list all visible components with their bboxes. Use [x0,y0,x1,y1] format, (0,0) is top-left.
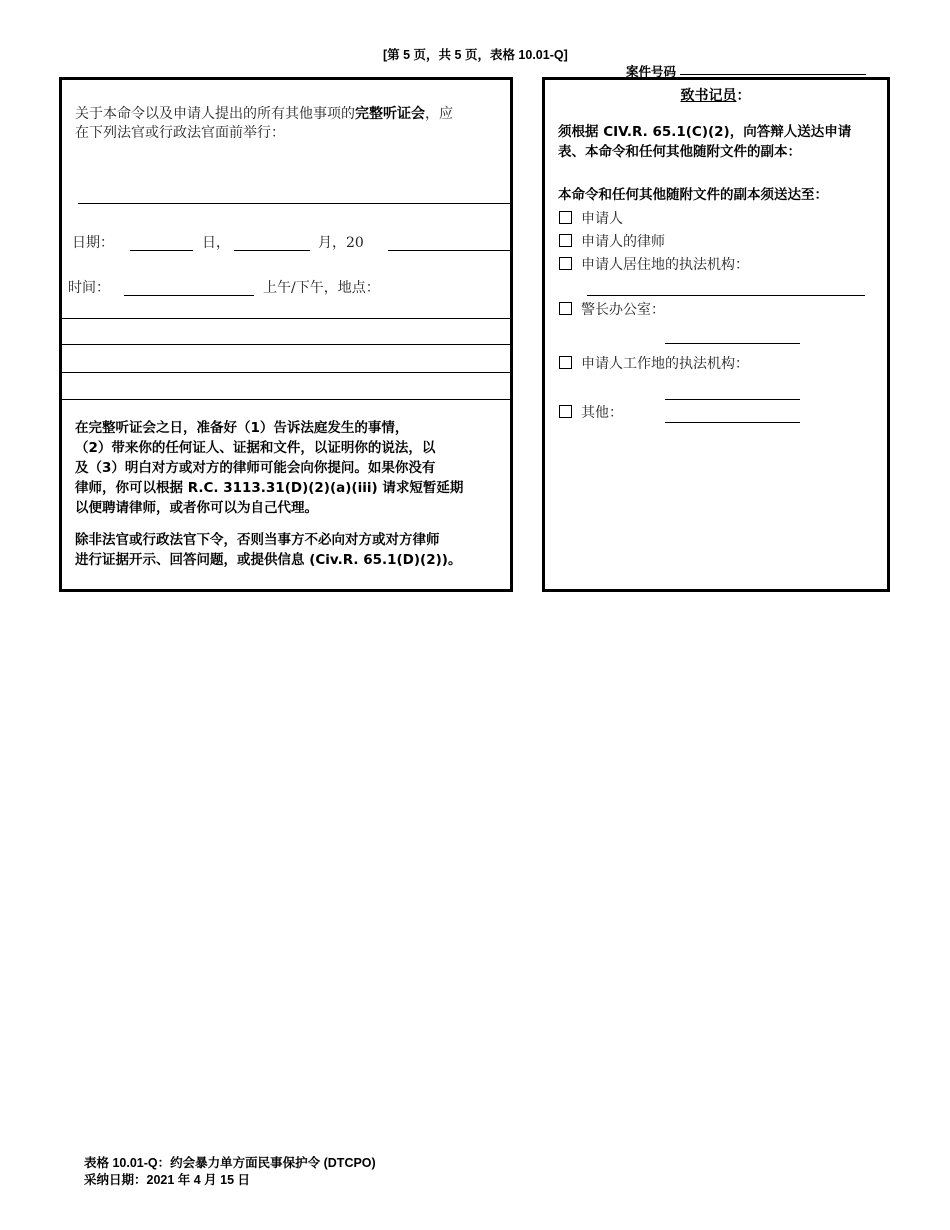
prep-line: 律师，你可以根据 R.C. 3113.31(D)(2)(a)(iii) 请求短暂延期 [75,480,464,496]
ampm-location-label: 上午/下午，地点： [263,280,380,296]
clerk-title-text: 致书记员 [680,88,737,104]
location-line-3[interactable] [62,372,512,373]
time-blank[interactable] [124,295,254,296]
option-residence-law-enforcement: 申请人居住地的执法机构： [581,257,749,273]
date-blank-2[interactable] [234,250,310,251]
case-number-label: 案件号码 [626,65,677,79]
time-label: 时间： [68,280,110,296]
checkbox-sheriff-office[interactable] [559,302,572,315]
checkbox-petitioner-attorney[interactable] [559,234,572,247]
year-blank[interactable] [388,250,512,251]
checkbox-work-law-enforcement[interactable] [559,356,572,369]
hearing-box [59,77,513,592]
day-label: 日， [202,235,230,251]
clerk-title-colon: ： [736,88,751,104]
prep-line: 以便聘请律师，或者你可以为自己代理。 [75,500,318,516]
prep-line: 在完整听证会之日，准备好（1）告诉法庭发生的事情， [75,420,409,436]
preparation-paragraph [75,418,509,518]
option-work-law-enforcement: 申请人工作地的执法机构： [581,356,749,372]
residence-agency-field[interactable] [587,295,865,296]
discovery-line: 进行证据开示、回答问题，或提供信息 (Civ.R. 65.1(D)(2))。 [75,552,462,568]
judge-name-field[interactable] [78,203,512,204]
hearing-intro-line2: 在下列法官或行政法官面前举行： [75,125,285,141]
checkbox-petitioner[interactable] [559,211,572,224]
hearing-intro-bold: 完整听证会 [355,106,425,122]
checkbox-other[interactable] [559,405,572,418]
footer-form-title: 表格 10.01-Q：约会暴力单方面民事保护令 (DTCPO) [84,1156,376,1170]
discovery-line: 除非法官或行政法官下令，否则当事方不必向对方或对方律师 [75,532,440,548]
page-info-header: [第 5 页，共 5 页，表格 10.01-Q] [383,48,568,62]
option-sheriff-office: 警长办公室： [581,302,665,318]
location-line-1[interactable] [62,318,512,319]
instruction-line: 表、本命令和任何其他随附文件的副本： [558,144,801,160]
option-petitioner: 申请人 [581,211,623,227]
option-petitioner-attorney: 申请人的律师 [581,234,665,250]
instruction-line: 须根据 CIV.R. 65.1(C)(2)，向答辩人送达申请 [558,124,852,140]
copies-to-label: 本命令和任何其他随附文件的副本须送达至： [558,187,828,203]
location-line-4[interactable] [62,399,512,400]
hearing-intro-suffix: ，应 [425,106,453,122]
clerk-instruction [558,122,883,162]
option-other: 其他： [581,405,623,421]
clerk-title [545,85,886,105]
month-label: 月，20 [318,235,364,251]
other-field[interactable] [665,422,800,423]
checkbox-residence-law-enforcement[interactable] [559,257,572,270]
date-label: 日期： [72,235,114,251]
sheriff-office-field[interactable] [665,343,800,344]
case-number-field[interactable] [680,74,866,75]
prep-line: 及（3）明白对方或对方的律师可能会向你提问。如果你没有 [75,460,436,476]
footer-adopted-date: 采纳日期：2021 年 4 月 15 日 [84,1173,251,1187]
work-agency-field[interactable] [665,399,800,400]
discovery-paragraph [75,530,509,570]
prep-line: （2）带来你的任何证人、证据和文件，以证明你的说法，以 [75,440,436,456]
hearing-intro [75,105,505,143]
clerk-box [542,77,890,592]
location-line-2[interactable] [62,344,512,345]
date-blank-1[interactable] [130,250,193,251]
hearing-intro-prefix: 关于本命令以及申请人提出的所有其他事项的 [75,106,355,122]
